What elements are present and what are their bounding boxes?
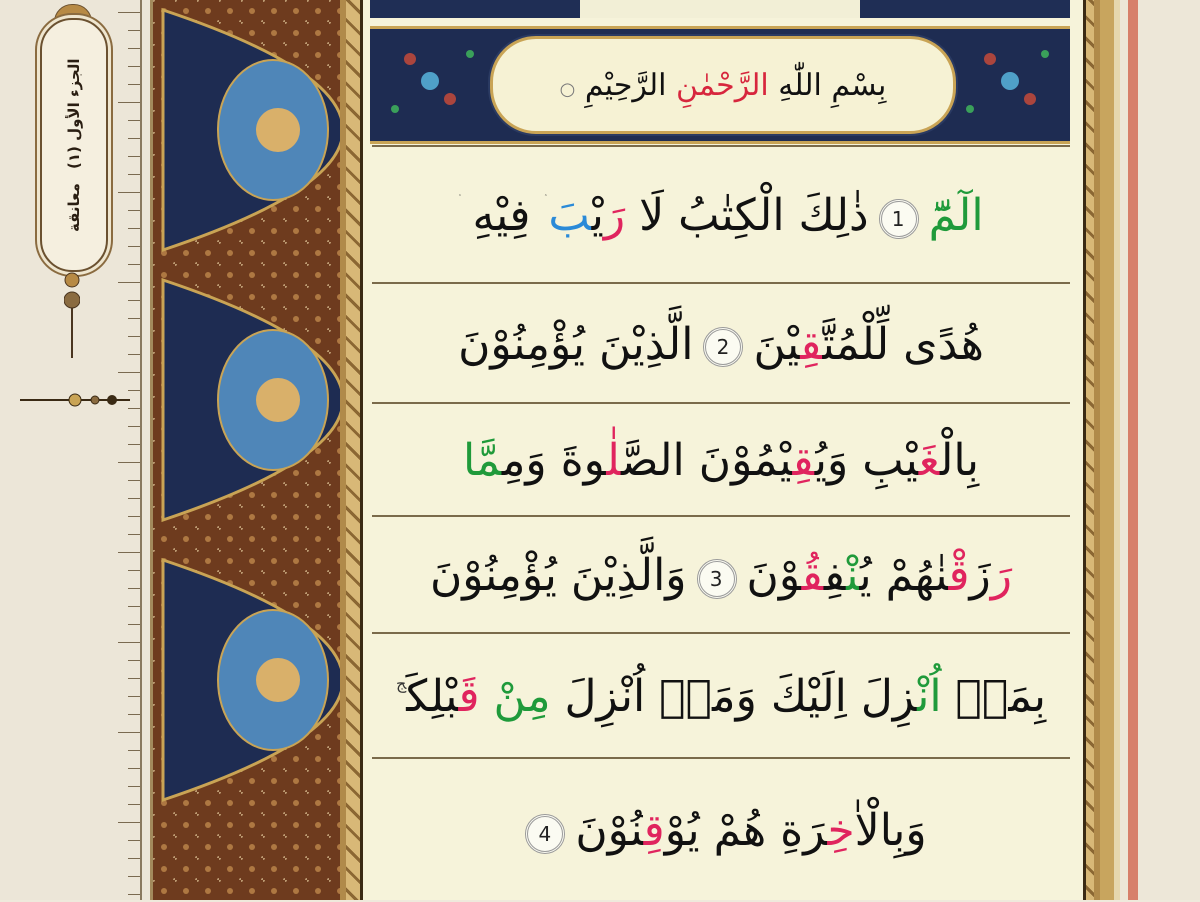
ruler-tick (128, 84, 140, 85)
verse-segment: يْ (591, 190, 604, 241)
ruler-tick (128, 480, 140, 481)
cartouche-pendant-ornament (64, 270, 80, 360)
verse-segment: وَبِالْاٰ (854, 805, 927, 856)
waqf-sign: ج (395, 674, 407, 693)
ruler-tick (118, 822, 140, 823)
ruler-tick (128, 336, 140, 337)
arabesque-pattern (153, 0, 343, 900)
ruler-tick (128, 120, 140, 121)
verse-segment: هُدًى لِّلْمُتَّ (822, 318, 984, 370)
top-ornament-gap (580, 0, 860, 18)
verse-segment: قِ (792, 435, 815, 486)
verse-segment: فِيْهِ (458, 190, 545, 241)
verse-line (372, 632, 1070, 759)
bismillah-cartouche (490, 36, 956, 134)
ruler-tick (128, 516, 140, 517)
verse-segment: رَ (990, 550, 1013, 601)
ruler-tick (128, 498, 140, 499)
verse-segment: بِالْ (939, 435, 980, 486)
ruler-tick (128, 138, 140, 139)
ruler-tick (118, 552, 140, 553)
verse-line (372, 515, 1070, 634)
bismillah-part: الرَّحْمٰنِ (675, 67, 769, 103)
verse-segment: نُوْنَ (575, 805, 644, 856)
verse-segment: مِنْ (493, 671, 551, 722)
verse-segment (479, 671, 493, 722)
ruler-tick (118, 462, 140, 463)
verse-segment: غَ (918, 435, 940, 486)
ruler-tick (128, 768, 140, 769)
verse-line-text (463, 435, 979, 486)
verse-segment: رَ (603, 190, 626, 241)
bismillah-text (560, 68, 887, 103)
ruler-tick (128, 318, 140, 319)
ruler-tick (128, 894, 140, 895)
juz-cartouche (40, 18, 108, 272)
verse-line (372, 282, 1070, 404)
ruler-tick (128, 606, 140, 607)
ruler-tick (118, 642, 140, 643)
ruler-tick (118, 732, 140, 733)
waqf-sign: ۛ (544, 193, 549, 212)
ruler-tick (128, 228, 140, 229)
verse-segment: فِ (823, 550, 847, 601)
bismillah-part: بِسْمِ اللّٰهِ (778, 67, 887, 103)
verse-line-text (458, 190, 983, 241)
arabesque-side-panel (150, 0, 343, 900)
ruler-tick (128, 264, 140, 265)
juz-cartouche-text (42, 20, 106, 270)
verse-line-text (396, 671, 1046, 722)
ruler-tick (128, 660, 140, 661)
ruler-tick (128, 678, 140, 679)
verse-segment: نٰهُمْ يُ (859, 550, 949, 601)
ruler-tick (128, 786, 140, 787)
verse-line (372, 145, 1070, 284)
ruler-tick (128, 156, 140, 157)
ruler-tick (128, 840, 140, 841)
ruler-tick (128, 588, 140, 589)
ruler-tick (128, 246, 140, 247)
verse-segment: يْمُوْنَ الصَّ (620, 435, 793, 486)
verse-segment: قِ (643, 805, 665, 856)
verse-segment: ذٰلِكَ الْكِتٰبُ لَا (625, 190, 869, 241)
ruler-tick (118, 282, 140, 283)
ruler-tick (128, 426, 140, 427)
ruler-tick (128, 750, 140, 751)
ruler-tick (128, 174, 140, 175)
verse-segment: بِمَاۤ (941, 671, 1047, 722)
ayah-number-marker: 4 (525, 814, 565, 854)
verse-line-text (458, 319, 984, 370)
verse-line (372, 757, 1070, 902)
ayah-number-marker: 2 (703, 327, 743, 367)
verse-segment: قْ (948, 550, 970, 601)
verse-segment: زَ (969, 550, 991, 601)
right-border-stripe (1100, 0, 1114, 900)
ruler-tick (118, 12, 140, 13)
verse-segment: رَةِ هُمْ يُوْ (664, 805, 828, 856)
margin-ruler (0, 0, 150, 900)
verse-segment: بْلِكَ (406, 671, 459, 722)
ruler-line (140, 0, 142, 900)
ruler-tick (128, 354, 140, 355)
ruler-tick (128, 696, 140, 697)
verse-segment: زِلَ اِلَيْكَ وَمَاۤ اُنْزِلَ (550, 671, 918, 722)
verse-segment: بَ (548, 190, 592, 241)
ayah-number-marker: 3 (697, 559, 737, 599)
verse-segment: لٰ (606, 435, 621, 486)
verse-segment: يْنَ (753, 318, 801, 370)
right-border-stripe (1114, 0, 1120, 900)
ruler-tick (128, 714, 140, 715)
verse-line-text (430, 550, 1012, 601)
verse-line (372, 402, 1070, 517)
verse-segment: اُنْ (917, 671, 942, 722)
verse-line-text (515, 805, 926, 856)
ruler-tick (128, 876, 140, 877)
verse-segment: نْ (846, 550, 860, 601)
ruler-tick (118, 192, 140, 193)
juz-label: الجزء الأول (١) (65, 58, 83, 169)
verse-segment: قَ (458, 671, 480, 722)
verse-segment: مَّا (462, 435, 502, 486)
verse-segment: الٓمّٓ (928, 190, 984, 241)
ruler-tick (128, 210, 140, 211)
ruler-tick (128, 48, 140, 49)
ruler-tick (128, 534, 140, 535)
ruler-tick (128, 66, 140, 67)
ayah-number-marker: 1 (879, 199, 919, 239)
verse-segment: خِ (827, 805, 855, 856)
ruler-tick (118, 372, 140, 373)
ruler-tick (128, 624, 140, 625)
ruler-tick (128, 444, 140, 445)
section-label: معانقة (65, 182, 83, 232)
verse-segment: قِ (800, 318, 823, 370)
ruler-tick (128, 570, 140, 571)
verse-segment: وَالَّذِيْنَ يُؤْمِنُوْنَ (429, 550, 687, 601)
verse-segment: وةَ وَمِ (501, 435, 607, 486)
ruler-tick (128, 300, 140, 301)
verse-segment: قُ (801, 550, 824, 601)
ruler-tick (128, 858, 140, 859)
hizb-marker-ornament (20, 386, 130, 414)
verse-segment: يْبِ وَيُ (814, 435, 919, 486)
ruler-tick (128, 30, 140, 31)
right-border-stripe (1128, 0, 1138, 900)
bismillah-part: الرَّحِيْمِ (584, 67, 667, 103)
bismillah-end-marker: ○ (559, 78, 576, 100)
ruler-tick (128, 804, 140, 805)
ruler-tick (118, 102, 140, 103)
verse-segment: وْنَ (746, 550, 802, 601)
verse-segment: الَّذِيْنَ يُؤْمِنُوْنَ (458, 318, 694, 370)
